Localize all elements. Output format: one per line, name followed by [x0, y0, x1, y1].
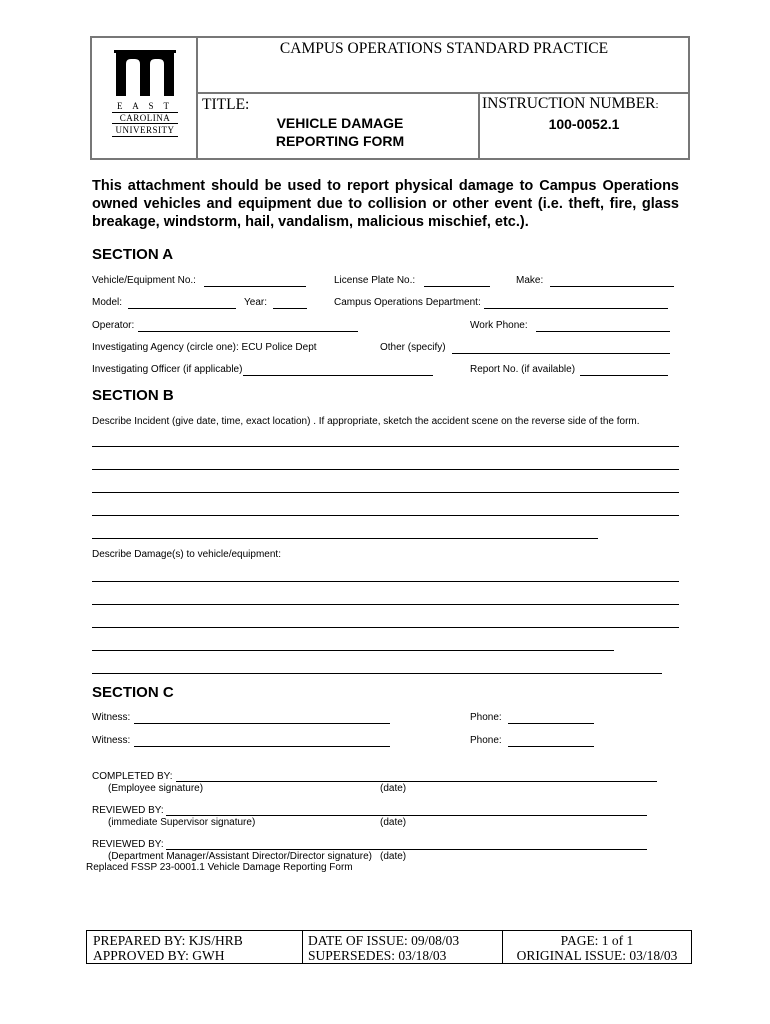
section-b-heading: SECTION B: [92, 387, 174, 404]
prepared-by: PREPARED BY: KJS/HRB: [93, 933, 243, 948]
vehicle-no-field[interactable]: [204, 286, 306, 287]
reviewed-by-manager-signature-field[interactable]: [166, 849, 647, 850]
make-field[interactable]: [550, 286, 674, 287]
reviewed-by-supervisor-label: REVIEWED BY:: [92, 805, 164, 816]
completed-by-label: COMPLETED BY:: [92, 771, 173, 782]
damage-line[interactable]: [92, 650, 614, 651]
investigating-agency-label: Investigating Agency (circle one): ECU Police Dept: [92, 342, 317, 353]
witness2-field[interactable]: [134, 746, 390, 747]
logo-wordmark: [112, 100, 178, 137]
date-of-issue: DATE OF ISSUE: 09/08/03: [308, 933, 460, 948]
footer-page-cell: [503, 931, 691, 963]
vehicle-no-label: Vehicle/Equipment No.:: [92, 275, 196, 286]
logo-line-carolina: CAROLINA: [112, 112, 178, 124]
reviewed-by-supervisor-sublabel: (immediate Supervisor signature): [108, 817, 256, 828]
investigating-officer-label: Investigating Officer (if applicable): [92, 364, 243, 375]
reviewed-by-supervisor-date-label: (date): [380, 817, 407, 828]
model-field[interactable]: [128, 308, 236, 309]
logo-line-east: E A S T: [116, 101, 174, 111]
instruction-label-text: INSTRUCTION NUMBER: [482, 95, 656, 112]
reviewed-by-manager-label: REVIEWED BY:: [92, 839, 164, 850]
other-agency-label: Other (specify): [380, 342, 446, 353]
doc-series-title: CAMPUS OPERATIONS STANDARD PRACTICE: [279, 40, 609, 57]
damage-line[interactable]: [92, 627, 679, 628]
logo-cell: [90, 36, 198, 160]
work-phone-field[interactable]: [536, 331, 670, 332]
damage-line[interactable]: [92, 581, 679, 582]
license-plate-field[interactable]: [424, 286, 490, 287]
license-plate-label: License Plate No.:: [334, 275, 416, 286]
logo-line-university: UNIVERSITY: [112, 124, 178, 137]
page-number: PAGE: 1 of 1: [560, 933, 634, 948]
instruction-label-colon: :: [655, 99, 659, 111]
operator-field[interactable]: [138, 331, 358, 332]
damage-line[interactable]: [92, 673, 662, 674]
damage-prompt: Describe Damage(s) to vehicle/equipment:: [92, 549, 281, 560]
instruction-number: 100-0052.1: [548, 116, 620, 132]
report-no-field[interactable]: [580, 375, 668, 376]
reviewed-by-manager-sublabel: (Department Manager/Assistant Director/Director signature): [108, 851, 372, 862]
witness1-label: Witness:: [92, 712, 131, 723]
year-field[interactable]: [273, 308, 307, 309]
section-a-heading: SECTION A: [92, 246, 174, 263]
completed-by-signature-field[interactable]: [176, 781, 657, 782]
witness1-field[interactable]: [134, 723, 390, 724]
year-label: Year:: [244, 297, 267, 308]
ecu-logo-icon: [114, 50, 176, 98]
work-phone-label: Work Phone:: [470, 320, 528, 331]
approved-by: APPROVED BY: GWH: [93, 948, 225, 963]
department-label: Campus Operations Department:: [334, 297, 481, 308]
other-agency-field[interactable]: [452, 353, 670, 354]
model-label: Model:: [92, 297, 123, 308]
report-no-label: Report No. (if available): [470, 364, 576, 375]
investigating-officer-field[interactable]: [243, 375, 433, 376]
instruction-label: [482, 95, 659, 113]
title-label: TITLE:: [202, 96, 250, 113]
form-title-line2: REPORTING FORM: [275, 133, 405, 149]
completed-by-date-label: (date): [380, 783, 407, 794]
reviewed-by-supervisor-signature-field[interactable]: [166, 815, 647, 816]
incident-line[interactable]: [92, 469, 679, 470]
header-divider: [198, 92, 690, 94]
damage-line[interactable]: [92, 604, 679, 605]
phone2-field[interactable]: [508, 746, 594, 747]
witness2-label: Witness:: [92, 735, 131, 746]
section-c-heading: SECTION C: [92, 684, 174, 701]
incident-line[interactable]: [92, 446, 679, 447]
incident-line[interactable]: [92, 492, 679, 493]
replaced-note: Replaced FSSP 23-0001.1 Vehicle Damage Reporting Form: [86, 862, 353, 873]
footer-date-cell: [303, 931, 503, 963]
operator-label: Operator:: [92, 320, 135, 331]
form-title-line1: VEHICLE DAMAGE: [276, 115, 404, 131]
footer-prepared-cell: [87, 931, 303, 963]
supersedes: SUPERSEDES: 03/18/03: [308, 948, 447, 963]
intro-paragraph: This attachment should be used to report physical damage to Campus Operations owned vehicles and equipment due to collision or other event (i.e. theft, fire, glass breakage, windstorm, hail, vandalism, malicious mischief, etc.).: [92, 178, 679, 230]
incident-line[interactable]: [92, 538, 598, 539]
reviewed-by-manager-date-label: (date): [380, 851, 407, 862]
phone1-field[interactable]: [508, 723, 594, 724]
completed-by-sublabel: (Employee signature): [108, 783, 204, 794]
incident-prompt: Describe Incident (give date, time, exact location) . If appropriate, sketch the accident scene on the reverse side of the form.: [92, 416, 640, 427]
department-field[interactable]: [484, 308, 668, 309]
make-label: Make:: [516, 275, 544, 286]
incident-line[interactable]: [92, 515, 679, 516]
form-title: [250, 114, 430, 150]
original-issue: ORIGINAL ISSUE: 03/18/03: [516, 948, 678, 963]
phone2-label: Phone:: [470, 735, 502, 746]
footer-table: [86, 930, 692, 964]
phone1-label: Phone:: [470, 712, 502, 723]
